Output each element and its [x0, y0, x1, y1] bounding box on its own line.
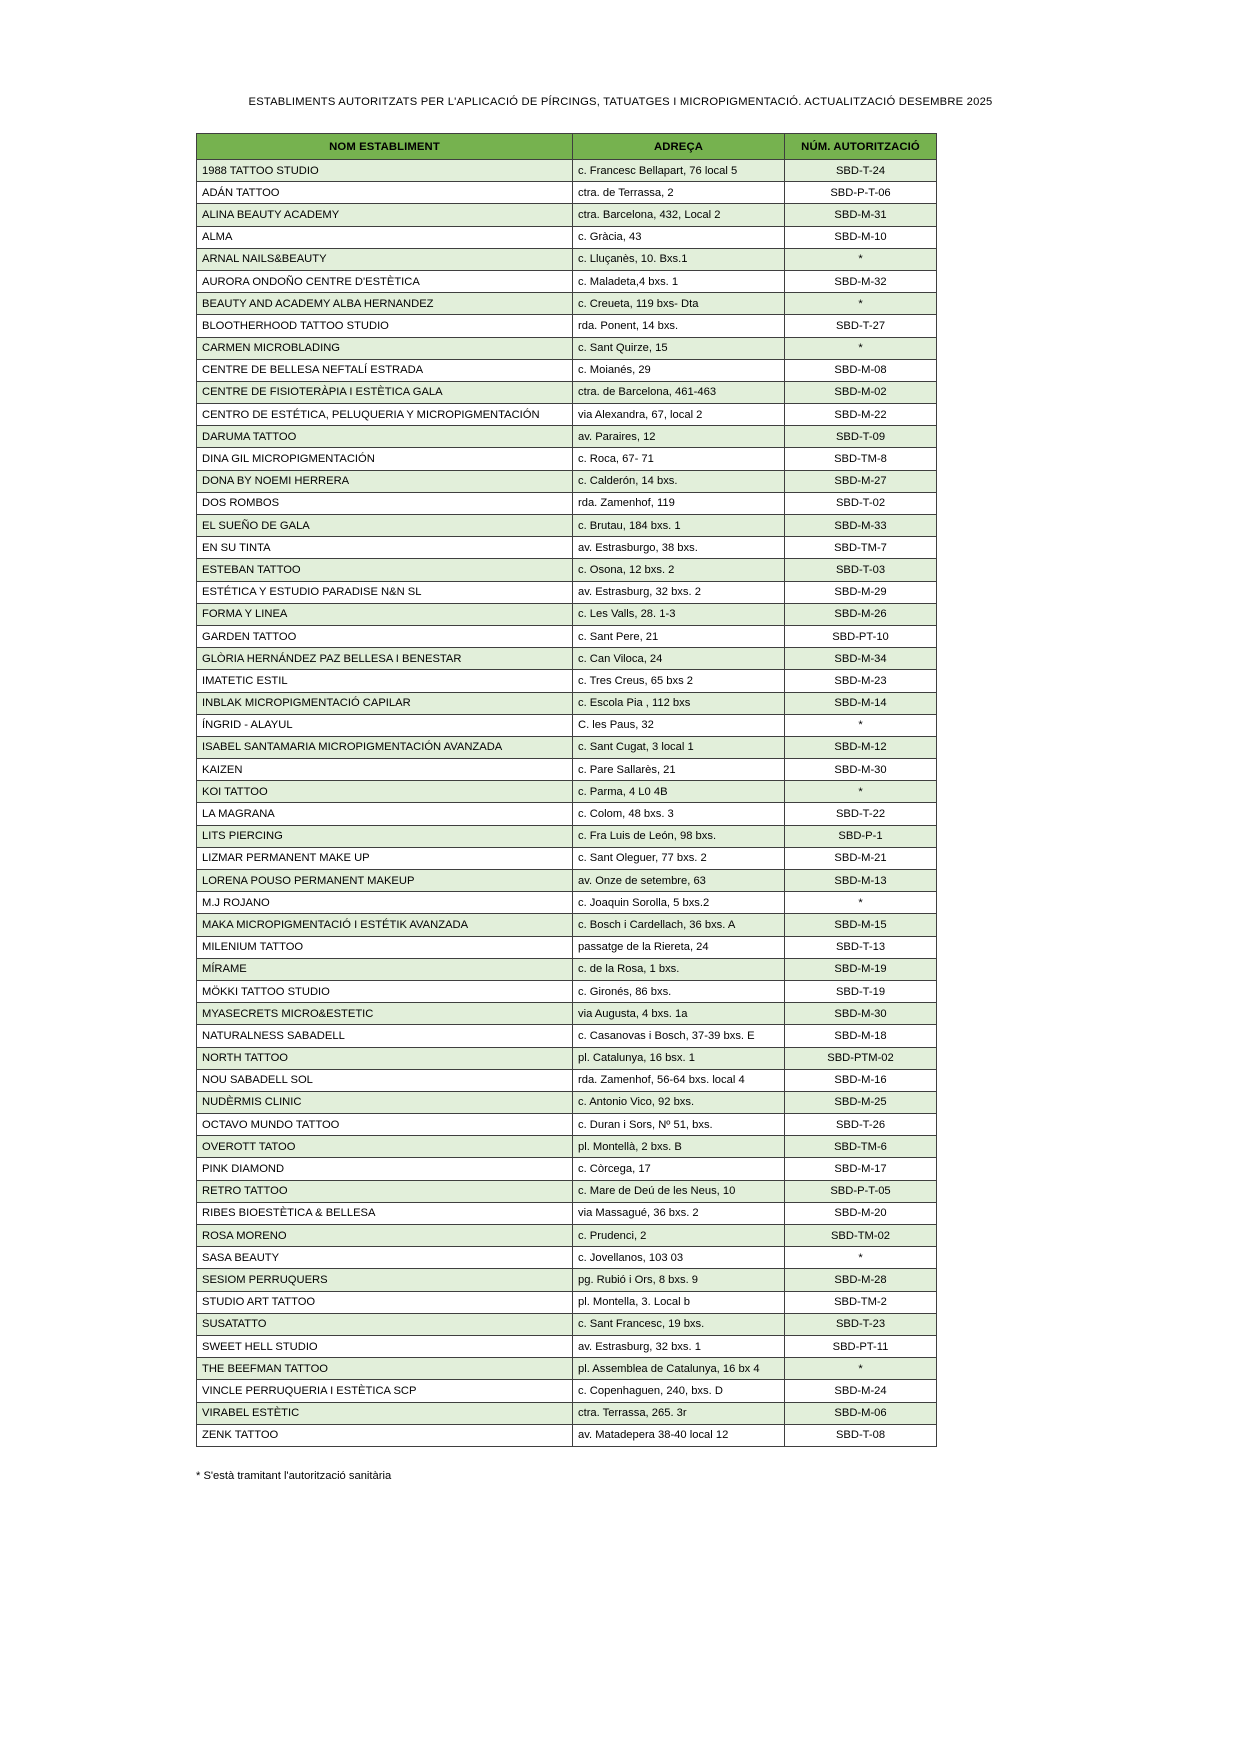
- table-row: [197, 1180, 937, 1202]
- cell-address: C. les Paus, 32: [573, 714, 785, 736]
- cell-address: ctra. de Barcelona, 461-463: [573, 381, 785, 403]
- cell-authorization-number: SBD-M-18: [785, 1025, 937, 1047]
- cell-establishment-name: STUDIO ART TATTOO: [197, 1291, 573, 1313]
- cell-establishment-name: LORENA POUSO PERMANENT MAKEUP: [197, 870, 573, 892]
- table-row: [197, 1335, 937, 1357]
- table-row: [197, 448, 937, 470]
- cell-establishment-name: CENTRE DE FISIOTERÀPIA I ESTÈTICA GALA: [197, 381, 573, 403]
- table-row: [197, 692, 937, 714]
- table-row: [197, 426, 937, 448]
- table-row: [197, 936, 937, 958]
- table-row: [197, 1380, 937, 1402]
- cell-address: c. Gironés, 86 bxs.: [573, 980, 785, 1002]
- cell-address: c. Roca, 67- 71: [573, 448, 785, 470]
- table-row: [197, 537, 937, 559]
- cell-authorization-number: SBD-M-27: [785, 470, 937, 492]
- table-row: [197, 958, 937, 980]
- table-row: [197, 1313, 937, 1335]
- cell-authorization-number: SBD-T-02: [785, 492, 937, 514]
- cell-establishment-name: MAKA MICROPIGMENTACIÓ I ESTÉTIK AVANZADA: [197, 914, 573, 936]
- cell-establishment-name: FORMA Y LINEA: [197, 603, 573, 625]
- cell-authorization-number: SBD-TM-02: [785, 1225, 937, 1247]
- authorized-establishments-table-wrapper: [196, 133, 936, 1447]
- column-header-address: ADREÇA: [573, 134, 785, 160]
- table-row: [197, 892, 937, 914]
- cell-address: c. Mare de Deú de les Neus, 10: [573, 1180, 785, 1202]
- cell-establishment-name: INBLAK MICROPIGMENTACIÓ CAPILAR: [197, 692, 573, 714]
- cell-authorization-number: SBD-T-09: [785, 426, 937, 448]
- cell-address: c. Colom, 48 bxs. 3: [573, 803, 785, 825]
- cell-establishment-name: KOI TATTOO: [197, 781, 573, 803]
- cell-address: av. Onze de setembre, 63: [573, 870, 785, 892]
- table-row: [197, 1358, 937, 1380]
- cell-establishment-name: DONA BY NOEMI HERRERA: [197, 470, 573, 492]
- cell-address: rda. Zamenhof, 119: [573, 492, 785, 514]
- cell-establishment-name: NUDÈRMIS CLINIC: [197, 1091, 573, 1113]
- cell-authorization-number: SBD-T-03: [785, 559, 937, 581]
- cell-establishment-name: LIZMAR PERMANENT MAKE UP: [197, 847, 573, 869]
- cell-authorization-number: *: [785, 781, 937, 803]
- cell-address: pl. Montella, 3. Local b: [573, 1291, 785, 1313]
- cell-establishment-name: NATURALNESS SABADELL: [197, 1025, 573, 1047]
- table-row: [197, 603, 937, 625]
- table-row: [197, 581, 937, 603]
- cell-establishment-name: LA MAGRANA: [197, 803, 573, 825]
- cell-address: c. Creueta, 119 bxs- Dta: [573, 293, 785, 315]
- cell-establishment-name: AURORA ONDOÑO CENTRE D'ESTÈTICA: [197, 270, 573, 292]
- cell-establishment-name: LITS PIERCING: [197, 825, 573, 847]
- cell-authorization-number: SBD-M-20: [785, 1202, 937, 1224]
- cell-address: c. Sant Cugat, 3 local 1: [573, 736, 785, 758]
- page-title: ESTABLIMENTS AUTORITZATS PER L'APLICACIÓ DE PÍRCINGS, TATUATGES I MICROPIGMENTACIÓ. ACTUALITZACIÓ DESEMBRE 2025: [248, 96, 993, 108]
- cell-establishment-name: SWEET HELL STUDIO: [197, 1335, 573, 1357]
- cell-establishment-name: CARMEN MICROBLADING: [197, 337, 573, 359]
- cell-authorization-number: SBD-TM-8: [785, 448, 937, 470]
- cell-establishment-name: BEAUTY AND ACADEMY ALBA HERNANDEZ: [197, 293, 573, 315]
- cell-authorization-number: SBD-M-15: [785, 914, 937, 936]
- cell-authorization-number: *: [785, 1358, 937, 1380]
- cell-establishment-name: RETRO TATTOO: [197, 1180, 573, 1202]
- cell-address: c. Fra Luis de León, 98 bxs.: [573, 825, 785, 847]
- table-row: [197, 359, 937, 381]
- column-header-name: NOM ESTABLIMENT: [197, 134, 573, 160]
- column-header-authorization: NÚM. AUTORITZACIÓ: [785, 134, 937, 160]
- cell-authorization-number: SBD-M-13: [785, 870, 937, 892]
- cell-authorization-number: SBD-M-10: [785, 226, 937, 248]
- cell-establishment-name: BLOOTHERHOOD TATTOO STUDIO: [197, 315, 573, 337]
- table-row: [197, 1136, 937, 1158]
- cell-establishment-name: ADÁN TATTOO: [197, 182, 573, 204]
- cell-authorization-number: SBD-M-06: [785, 1402, 937, 1424]
- table-row: [197, 1069, 937, 1091]
- cell-address: c. Escola Pia , 112 bxs: [573, 692, 785, 714]
- cell-address: passatge de la Riereta, 24: [573, 936, 785, 958]
- cell-establishment-name: MÍRAME: [197, 958, 573, 980]
- cell-address: c. Sant Francesc, 19 bxs.: [573, 1313, 785, 1335]
- cell-authorization-number: SBD-T-26: [785, 1114, 937, 1136]
- table-row: [197, 1003, 937, 1025]
- cell-establishment-name: VIRABEL ESTÈTIC: [197, 1402, 573, 1424]
- cell-address: c. Maladeta,4 bxs. 1: [573, 270, 785, 292]
- table-row: [197, 1158, 937, 1180]
- cell-authorization-number: SBD-M-19: [785, 958, 937, 980]
- cell-establishment-name: ALMA: [197, 226, 573, 248]
- cell-authorization-number: SBD-M-22: [785, 404, 937, 426]
- cell-address: c. Bosch i Cardellach, 36 bxs. A: [573, 914, 785, 936]
- cell-establishment-name: SUSATATTO: [197, 1313, 573, 1335]
- cell-address: c. de la Rosa, 1 bxs.: [573, 958, 785, 980]
- cell-establishment-name: ISABEL SANTAMARIA MICROPIGMENTACIÓN AVANZADA: [197, 736, 573, 758]
- cell-establishment-name: ALINA BEAUTY ACADEMY: [197, 204, 573, 226]
- cell-address: c. Can Viloca, 24: [573, 648, 785, 670]
- table-row: [197, 248, 937, 270]
- table-row: [197, 1047, 937, 1069]
- table-row: [197, 1091, 937, 1113]
- table-row: [197, 781, 937, 803]
- cell-address: c. Lluçanès, 10. Bxs.1: [573, 248, 785, 270]
- table-row: [197, 559, 937, 581]
- table-row: [197, 1291, 937, 1313]
- cell-authorization-number: SBD-M-21: [785, 847, 937, 869]
- cell-address: av. Estrasburg, 32 bxs. 2: [573, 581, 785, 603]
- cell-authorization-number: SBD-M-17: [785, 1158, 937, 1180]
- cell-address: c. Sant Oleguer, 77 bxs. 2: [573, 847, 785, 869]
- cell-address: av. Paraires, 12: [573, 426, 785, 448]
- cell-authorization-number: SBD-T-22: [785, 803, 937, 825]
- cell-establishment-name: SASA BEAUTY: [197, 1247, 573, 1269]
- cell-authorization-number: SBD-M-26: [785, 603, 937, 625]
- cell-authorization-number: SBD-M-16: [785, 1069, 937, 1091]
- table-header: [197, 134, 937, 160]
- cell-establishment-name: GLÒRIA HERNÁNDEZ PAZ BELLESA I BENESTAR: [197, 648, 573, 670]
- cell-authorization-number: SBD-M-31: [785, 204, 937, 226]
- cell-address: c. Pare Sallarès, 21: [573, 759, 785, 781]
- cell-establishment-name: ÍNGRID - ALAYUL: [197, 714, 573, 736]
- table-row: [197, 270, 937, 292]
- cell-address: c. Joaquin Sorolla, 5 bxs.2: [573, 892, 785, 914]
- cell-address: av. Estrasburg, 32 bxs. 1: [573, 1335, 785, 1357]
- cell-authorization-number: SBD-PT-11: [785, 1335, 937, 1357]
- cell-establishment-name: EN SU TINTA: [197, 537, 573, 559]
- cell-establishment-name: DINA GIL MICROPIGMENTACIÓN: [197, 448, 573, 470]
- cell-address: pl. Assemblea de Catalunya, 16 bx 4: [573, 1358, 785, 1380]
- authorized-establishments-table: [196, 133, 937, 1447]
- table-row: [197, 1114, 937, 1136]
- cell-authorization-number: SBD-M-23: [785, 670, 937, 692]
- table-row: [197, 759, 937, 781]
- cell-address: ctra. Terrassa, 265. 3r: [573, 1402, 785, 1424]
- cell-authorization-number: SBD-T-27: [785, 315, 937, 337]
- table-row: [197, 825, 937, 847]
- table-row: [197, 1424, 937, 1446]
- cell-establishment-name: ARNAL NAILS&BEAUTY: [197, 248, 573, 270]
- cell-establishment-name: NOU SABADELL SOL: [197, 1069, 573, 1091]
- cell-authorization-number: SBD-M-08: [785, 359, 937, 381]
- cell-address: c. Còrcega, 17: [573, 1158, 785, 1180]
- cell-establishment-name: NORTH TATTOO: [197, 1047, 573, 1069]
- cell-address: c. Prudenci, 2: [573, 1225, 785, 1247]
- cell-establishment-name: PINK DIAMOND: [197, 1158, 573, 1180]
- table-row: [197, 625, 937, 647]
- cell-authorization-number: SBD-T-23: [785, 1313, 937, 1335]
- cell-authorization-number: SBD-M-25: [785, 1091, 937, 1113]
- table-row: [197, 315, 937, 337]
- cell-address: c. Sant Pere, 21: [573, 625, 785, 647]
- cell-establishment-name: MYASECRETS MICRO&ESTETIC: [197, 1003, 573, 1025]
- table-row: [197, 470, 937, 492]
- cell-establishment-name: 1988 TATTOO STUDIO: [197, 160, 573, 182]
- table-row: [197, 847, 937, 869]
- cell-establishment-name: OCTAVO MUNDO TATTOO: [197, 1114, 573, 1136]
- table-row: [197, 381, 937, 403]
- table-row: [197, 492, 937, 514]
- cell-authorization-number: *: [785, 1247, 937, 1269]
- cell-authorization-number: *: [785, 293, 937, 315]
- cell-establishment-name: SESIOM PERRUQUERS: [197, 1269, 573, 1291]
- cell-address: rda. Ponent, 14 bxs.: [573, 315, 785, 337]
- cell-address: ctra. de Terrassa, 2: [573, 182, 785, 204]
- cell-address: c. Antonio Vico, 92 bxs.: [573, 1091, 785, 1113]
- table-header-row: [197, 134, 937, 160]
- cell-address: pl. Montellà, 2 bxs. B: [573, 1136, 785, 1158]
- table-row: [197, 337, 937, 359]
- cell-address: rda. Zamenhof, 56-64 bxs. local 4: [573, 1069, 785, 1091]
- cell-authorization-number: SBD-M-12: [785, 736, 937, 758]
- cell-authorization-number: SBD-PT-10: [785, 625, 937, 647]
- cell-authorization-number: SBD-T-19: [785, 980, 937, 1002]
- cell-authorization-number: SBD-M-29: [785, 581, 937, 603]
- cell-authorization-number: *: [785, 337, 937, 359]
- cell-authorization-number: SBD-T-24: [785, 160, 937, 182]
- table-row: [197, 293, 937, 315]
- cell-authorization-number: SBD-TM-6: [785, 1136, 937, 1158]
- cell-establishment-name: RIBES BIOESTÈTICA & BELLESA: [197, 1202, 573, 1224]
- table-body: [197, 160, 937, 1447]
- cell-authorization-number: SBD-P-T-05: [785, 1180, 937, 1202]
- cell-establishment-name: ZENK TATTOO: [197, 1424, 573, 1446]
- cell-address: c. Parma, 4 L0 4B: [573, 781, 785, 803]
- cell-authorization-number: SBD-M-32: [785, 270, 937, 292]
- cell-authorization-number: SBD-M-28: [785, 1269, 937, 1291]
- table-row: [197, 160, 937, 182]
- table-row: [197, 404, 937, 426]
- table-row: [197, 980, 937, 1002]
- table-row: [197, 204, 937, 226]
- cell-establishment-name: MILENIUM TATTOO: [197, 936, 573, 958]
- cell-address: c. Casanovas i Bosch, 37-39 bxs. E: [573, 1025, 785, 1047]
- cell-authorization-number: SBD-M-34: [785, 648, 937, 670]
- cell-establishment-name: MÖKKI TATTOO STUDIO: [197, 980, 573, 1002]
- cell-establishment-name: CENTRO DE ESTÉTICA, PELUQUERIA Y MICROPIGMENTACIÓN: [197, 404, 573, 426]
- cell-establishment-name: ESTEBAN TATTOO: [197, 559, 573, 581]
- cell-address: c. Tres Creus, 65 bxs 2: [573, 670, 785, 692]
- cell-establishment-name: KAIZEN: [197, 759, 573, 781]
- cell-establishment-name: EL SUEÑO DE GALA: [197, 515, 573, 537]
- table-row: [197, 648, 937, 670]
- cell-authorization-number: SBD-M-33: [785, 515, 937, 537]
- table-row: [197, 714, 937, 736]
- cell-establishment-name: IMATETIC ESTIL: [197, 670, 573, 692]
- cell-authorization-number: *: [785, 892, 937, 914]
- table-row: [197, 515, 937, 537]
- cell-authorization-number: SBD-M-24: [785, 1380, 937, 1402]
- cell-authorization-number: SBD-M-14: [785, 692, 937, 714]
- cell-establishment-name: THE BEEFMAN TATTOO: [197, 1358, 573, 1380]
- cell-address: via Augusta, 4 bxs. 1a: [573, 1003, 785, 1025]
- cell-address: av. Matadepera 38-40 local 12: [573, 1424, 785, 1446]
- cell-address: via Massagué, 36 bxs. 2: [573, 1202, 785, 1224]
- footnote: * S'està tramitant l'autorització sanitària: [196, 1470, 392, 1482]
- cell-address: c. Brutau, 184 bxs. 1: [573, 515, 785, 537]
- table-row: [197, 1225, 937, 1247]
- table-row: [197, 1402, 937, 1424]
- cell-address: av. Estrasburgo, 38 bxs.: [573, 537, 785, 559]
- cell-authorization-number: SBD-M-30: [785, 1003, 937, 1025]
- cell-authorization-number: SBD-P-1: [785, 825, 937, 847]
- cell-authorization-number: SBD-TM-7: [785, 537, 937, 559]
- table-row: [197, 870, 937, 892]
- table-row: [197, 1025, 937, 1047]
- cell-establishment-name: VINCLE PERRUQUERIA I ESTÈTICA SCP: [197, 1380, 573, 1402]
- cell-address: c. Moianés, 29: [573, 359, 785, 381]
- cell-establishment-name: DOS ROMBOS: [197, 492, 573, 514]
- cell-address: c. Duran i Sors, Nº 51, bxs.: [573, 1114, 785, 1136]
- cell-establishment-name: GARDEN TATTOO: [197, 625, 573, 647]
- table-row: [197, 1202, 937, 1224]
- table-row: [197, 670, 937, 692]
- cell-authorization-number: SBD-M-30: [785, 759, 937, 781]
- table-row: [197, 803, 937, 825]
- cell-authorization-number: SBD-P-T-06: [785, 182, 937, 204]
- cell-address: c. Gràcia, 43: [573, 226, 785, 248]
- table-row: [197, 182, 937, 204]
- table-row: [197, 1269, 937, 1291]
- cell-address: via Alexandra, 67, local 2: [573, 404, 785, 426]
- cell-address: ctra. Barcelona, 432, Local 2: [573, 204, 785, 226]
- cell-address: c. Osona, 12 bxs. 2: [573, 559, 785, 581]
- cell-authorization-number: SBD-TM-2: [785, 1291, 937, 1313]
- cell-address: c. Francesc Bellapart, 76 local 5: [573, 160, 785, 182]
- cell-address: c. Calderón, 14 bxs.: [573, 470, 785, 492]
- cell-address: c. Les Valls, 28. 1-3: [573, 603, 785, 625]
- cell-establishment-name: ESTÉTICA Y ESTUDIO PARADISE N&N SL: [197, 581, 573, 603]
- cell-authorization-number: SBD-T-08: [785, 1424, 937, 1446]
- cell-authorization-number: *: [785, 714, 937, 736]
- cell-address: pg. Rubió i Ors, 8 bxs. 9: [573, 1269, 785, 1291]
- cell-establishment-name: M.J ROJANO: [197, 892, 573, 914]
- cell-authorization-number: *: [785, 248, 937, 270]
- table-row: [197, 1247, 937, 1269]
- cell-establishment-name: CENTRE DE BELLESA NEFTALÍ ESTRADA: [197, 359, 573, 381]
- table-row: [197, 226, 937, 248]
- table-row: [197, 914, 937, 936]
- cell-authorization-number: SBD-T-13: [785, 936, 937, 958]
- cell-address: c. Copenhaguen, 240, bxs. D: [573, 1380, 785, 1402]
- cell-establishment-name: OVEROTT TATOO: [197, 1136, 573, 1158]
- cell-authorization-number: SBD-M-02: [785, 381, 937, 403]
- cell-authorization-number: SBD-PTM-02: [785, 1047, 937, 1069]
- cell-establishment-name: DARUMA TATTOO: [197, 426, 573, 448]
- table-row: [197, 736, 937, 758]
- cell-address: pl. Catalunya, 16 bsx. 1: [573, 1047, 785, 1069]
- cell-establishment-name: ROSA MORENO: [197, 1225, 573, 1247]
- cell-address: c. Jovellanos, 103 03: [573, 1247, 785, 1269]
- cell-address: c. Sant Quirze, 15: [573, 337, 785, 359]
